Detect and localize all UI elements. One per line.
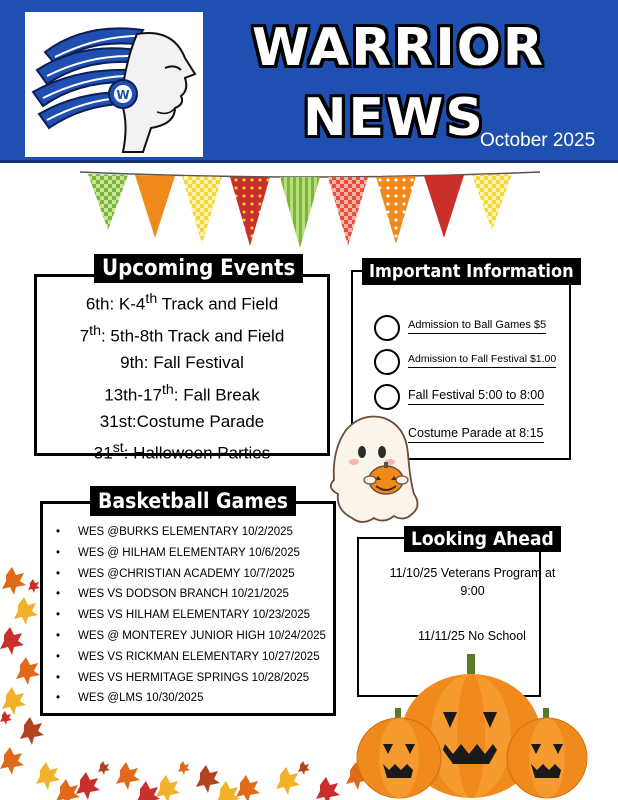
game-item: • WES @BURKS ELEMENTARY 10/2/2025 <box>53 522 326 543</box>
game-item: • WES VS HERMITAGE SPRINGS 10/28/2025 <box>53 668 326 689</box>
event-item: 6th: K-4th Track and Field <box>85 291 279 314</box>
game-item: • WES VS DODSON BRANCH 10/21/2025 <box>53 584 326 605</box>
warrior-logo <box>25 12 203 157</box>
jack-o-lantern-pumpkins-illustration <box>355 640 618 800</box>
logo-letter: W <box>116 88 130 102</box>
issue-date: October 2025 <box>480 130 596 151</box>
upcoming-events-title: Upcoming Events <box>94 254 303 283</box>
game-item: • WES VS RICKMAN ELEMENTARY 10/27/2025 <box>53 647 326 668</box>
looking-ahead-title: Looking Ahead <box>404 526 561 552</box>
event-item: 31st:Costume Parade <box>99 411 265 431</box>
game-item: • WES VS HILHAM ELEMENTARY 10/23/2025 <box>53 605 326 626</box>
info-text: Costume Parade at 8:15 <box>408 426 544 443</box>
info-text: Fall Festival 5:00 to 8:00 <box>408 388 544 405</box>
event-item: 7th: 5th-8th Track and Field <box>79 323 285 346</box>
header-banner <box>0 0 618 163</box>
important-information-title: Important Information <box>362 258 581 285</box>
info-item <box>374 315 564 345</box>
newsletter-title-line2: NEWS <box>303 88 485 148</box>
circle-bullet-icon <box>374 315 400 341</box>
info-item <box>374 349 564 379</box>
upcoming-events-list <box>34 286 330 468</box>
game-item: • WES @LMS 10/30/2025 <box>53 688 326 709</box>
game-item: • WES @ HILHAM ELEMENTARY 10/6/2025 <box>53 543 326 564</box>
game-item: • WES @ MONTEREY JUNIOR HIGH 10/24/2025 <box>53 626 326 647</box>
fall-bunting-decoration <box>80 160 540 250</box>
looking-ahead-item: 11/11/25 No School <box>418 629 526 643</box>
autumn-leaves-decoration <box>0 565 380 800</box>
game-item: • WES @CHRISTIAN ACADEMY 10/7/2025 <box>53 564 326 585</box>
newsletter-title-line1: WARRIOR <box>252 18 545 78</box>
info-text: Admission to Ball Games $5 <box>408 319 546 334</box>
circle-bullet-icon <box>374 384 400 410</box>
event-item: 9th: Fall Festival <box>120 353 244 373</box>
circle-bullet-icon <box>374 349 400 375</box>
info-text: Admission to Fall Festival $1.00 <box>408 353 556 368</box>
event-item: 31st: Halloween Parties <box>93 440 271 464</box>
basketball-games-title: Basketball Games <box>90 486 296 516</box>
event-item: 13th-17th: Fall Break <box>104 381 260 405</box>
looking-ahead-item: 11/10/25 Veterans Program at 9:00 <box>389 566 556 598</box>
